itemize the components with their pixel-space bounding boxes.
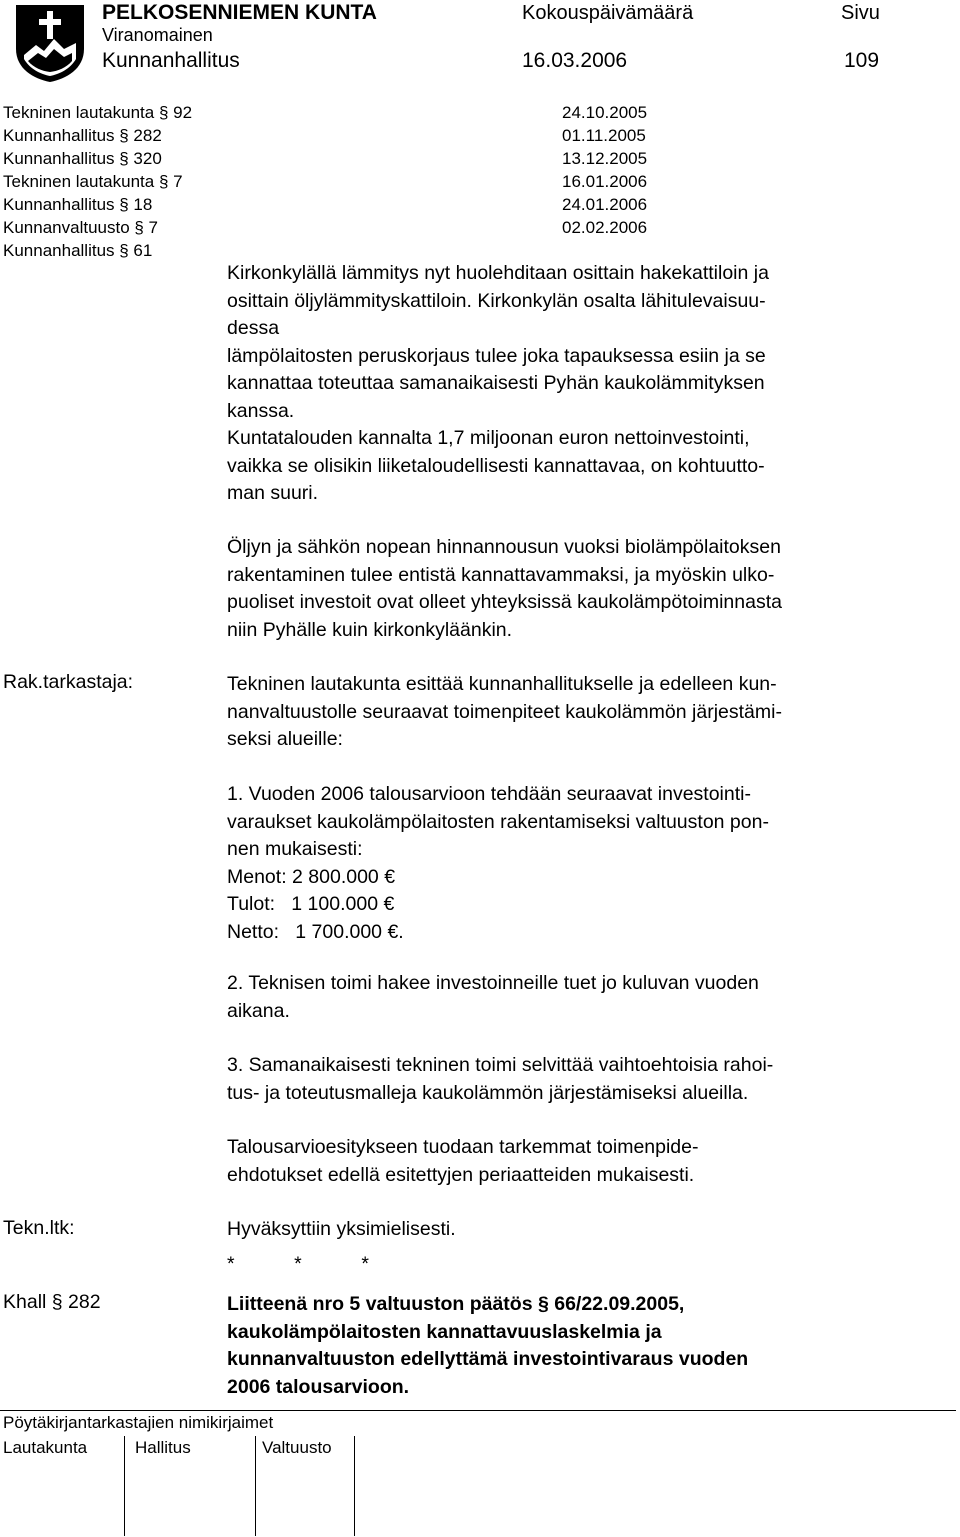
signature-divider — [124, 1436, 125, 1536]
text-line: Talousarvioesitykseen tuodaan tarkemmat toimenpide- — [227, 1136, 699, 1158]
proposal-label: Rak.tarkastaja: — [3, 671, 134, 693]
history-body: Tekninen lautakunta § 7 — [3, 172, 183, 191]
text-line: tus- ja toteutusmalleja kaukolämmön järjestämiseksi alueilla. — [227, 1081, 749, 1104]
history-body: Kunnanhallitus § 282 — [3, 126, 162, 145]
text-line: nen mukaisesti: — [227, 838, 363, 860]
decision-label: Tekn.ltk: — [3, 1217, 75, 1239]
authority-label: Viranomainen — [102, 25, 213, 45]
history-date: 13.12.2005 — [562, 149, 648, 168]
expenses-line: Menot: 2 800.000 € — [227, 865, 396, 888]
history-body: Kunnanhallitus § 18 — [3, 195, 153, 214]
text-line: nanvaltuustolle seuraavat toimenpiteet kaukolämmön järjestämi- — [227, 700, 782, 723]
text-line: Liitteenä nro 5 valtuuston päätös § 66/22.09.2005, — [227, 1293, 685, 1315]
khall-label: Khall § 282 — [3, 1291, 101, 1313]
text-line: rakentaminen tulee entistä kannattavammaksi, ja myöskin ulko- — [227, 563, 775, 586]
signature-divider — [255, 1436, 256, 1536]
text-line: vaikka se olisikin liiketaloudellisesti kannattavaa, on kohtuutto- — [227, 454, 765, 477]
text-line: seksi alueille: — [227, 728, 343, 750]
history-body: Tekninen lautakunta § 92 — [3, 103, 193, 122]
history-body: Kunnanvaltuusto § 7 — [3, 218, 159, 237]
paragraph-budget-note — [227, 1134, 927, 1189]
history-date: 24.10.2005 — [562, 103, 648, 122]
section-separator: * * * — [227, 1253, 369, 1275]
decision-text: Hyväksyttiin yksimielisesti. — [227, 1218, 456, 1240]
signature-hallitus: Hallitus — [135, 1438, 191, 1457]
history-date: 02.02.2006 — [562, 218, 648, 237]
signature-valtuusto: Valtuusto — [262, 1438, 332, 1457]
text-line: Kirkonkylällä lämmitys nyt huolehditaan osittain hakekattiloin ja — [227, 262, 769, 284]
text-line: dessa — [227, 317, 280, 339]
authority: Kunnanhallitus — [102, 49, 240, 72]
paragraph-heating-status — [227, 260, 927, 508]
signature-lautakunta: Lautakunta — [3, 1438, 88, 1457]
history-date: 16.01.2006 — [562, 172, 648, 191]
text-line: kaukolämpölaitosten kannattavuuslaskelmia ja — [227, 1320, 662, 1343]
footer-divider — [0, 1410, 956, 1411]
text-line: ehdotukset edellä esitettyjen periaatteiden mukaisesti. — [227, 1163, 695, 1186]
text-line: Kuntatalouden kannalta 1,7 miljoonan euron nettoinvestointi, — [227, 427, 750, 449]
signature-title: Pöytäkirjantarkastajien nimikirjaimet — [3, 1413, 274, 1432]
text-line: Öljyn ja sähkön nopean hinnannousun vuoksi biolämpölaitoksen — [227, 536, 781, 558]
history-body: Kunnanhallitus § 61 — [3, 241, 153, 260]
text-line: lämpölaitosten peruskorjaus tulee joka tapauksessa esiin ja se — [227, 344, 766, 367]
text-line: man suuri. — [227, 482, 319, 504]
proposal-item-2 — [227, 970, 927, 1025]
text-line: varaukset kaukolämpölaitosten rakentamiseksi valtuuston pon- — [227, 810, 769, 833]
text-line: aikana. — [227, 999, 290, 1022]
text-line: 2006 talousarvioon. — [227, 1375, 410, 1398]
paragraph-proposal — [227, 671, 927, 754]
text-line: 2. Teknisen toimi hakee investoinneille tuet jo kuluvan vuoden — [227, 972, 759, 994]
proposal-item-1 — [227, 781, 927, 946]
page-number: 109 — [844, 49, 880, 72]
history-body: Kunnanhallitus § 320 — [3, 149, 162, 168]
history-date: 01.11.2005 — [562, 126, 646, 145]
text-line: 1. Vuoden 2006 talousarvioon tehdään seuraavat investointi- — [227, 783, 751, 805]
signature-divider — [354, 1436, 355, 1536]
text-line: niin Pyhälle kuin kirkonkyläänkin. — [227, 618, 513, 641]
text-line: 3. Samanaikaisesti tekninen toimi selvittää vaihtoehtoisia rahoi- — [227, 1054, 774, 1076]
page-label: Sivu — [841, 2, 880, 24]
text-line: Tekninen lautakunta esittää kunnanhallitukselle ja edelleen kun- — [227, 673, 777, 695]
text-line: kunnanvaltuuston edellyttämä investointivaraus vuoden — [227, 1348, 749, 1370]
text-line: osittain öljylämmityskattiloin. Kirkonkylän osalta lähitulevaisuu- — [227, 289, 766, 312]
text-line: puoliset investoit ovat olleet yhteyksissä kaukolämpötoiminnasta — [227, 591, 782, 613]
text-line: kannattaa toteuttaa samanaikaisesti Pyhän kaukolämmityksen — [227, 372, 765, 394]
history-date: 24.01.2006 — [562, 195, 648, 214]
khall-attachment — [227, 1291, 927, 1401]
meeting-date: 16.03.2006 — [522, 49, 628, 72]
proposal-item-3 — [227, 1052, 927, 1107]
net-line: Netto: 1 700.000 €. — [227, 920, 404, 943]
meeting-date-label: Kokouspäivämäärä — [522, 2, 694, 24]
income-line: Tulot: 1 100.000 € — [227, 893, 395, 915]
text-line: kanssa. — [227, 399, 295, 422]
paragraph-oil-prices — [227, 534, 927, 644]
org-name: PELKOSENNIEMEN KUNTA — [102, 1, 377, 24]
municipal-crest-icon — [14, 3, 86, 83]
